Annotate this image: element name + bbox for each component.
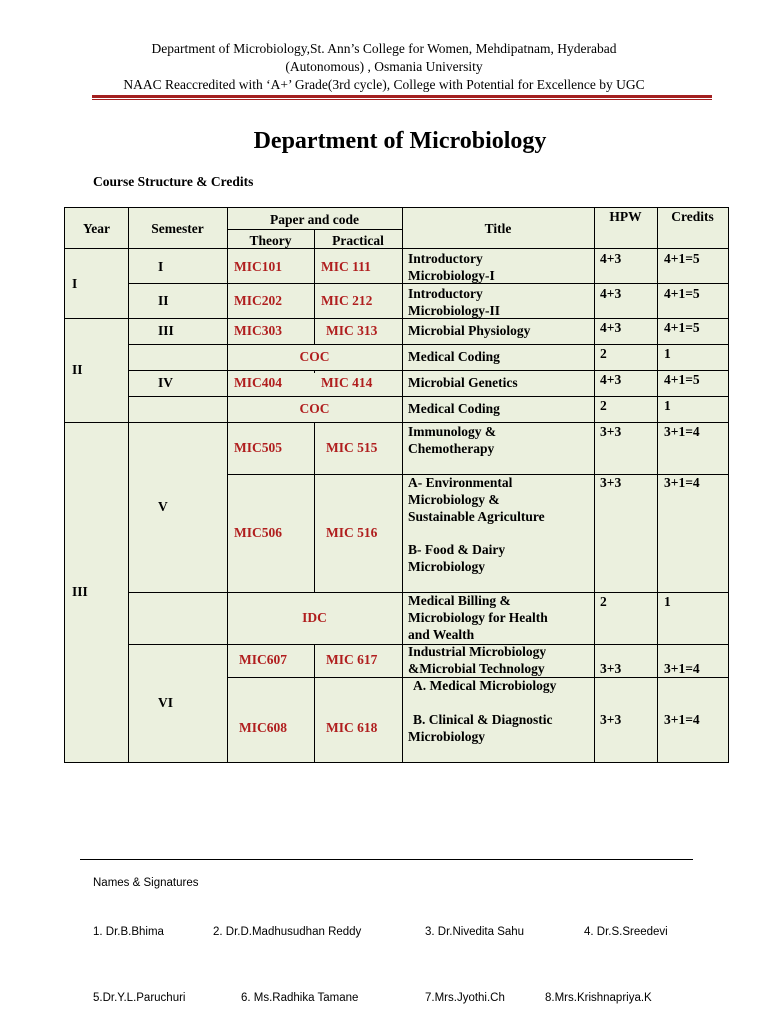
combined-code: IDC [302,610,327,625]
theory-code: MIC608 [239,720,287,735]
course-title: Immunology & Chemotherapy [408,424,497,456]
signatory-name: 5.Dr.Y.L.Paruchuri [93,992,186,1004]
grid-line [128,344,728,345]
hpw-value: 4+3 [600,372,622,387]
header-practical: Practical [332,233,384,248]
signatory-name: 3. Dr.Nivedita Sahu [425,926,525,938]
credits-value: 1 [664,346,671,361]
theory-code: MIC404 [234,375,282,390]
grid-line [227,208,228,762]
section-subtitle: Course Structure & Credits [93,174,254,189]
credits-value: 4+1=5 [664,251,700,266]
course-title: Medical Coding [408,349,500,364]
credits-value: 3+1=4 [664,661,700,676]
course-title: Microbial Genetics [408,375,518,390]
practical-code: MIC 617 [326,652,378,667]
header-divider-thin [92,99,712,100]
combined-code: COC [299,401,330,416]
credits-value: 4+1=5 [664,372,700,387]
grid-line [128,370,728,371]
grid-line [128,208,129,762]
header-title: Title [484,221,512,236]
practical-code: MIC 313 [326,323,378,338]
hpw-value: 4+3 [600,286,622,301]
course-structure-table [64,207,729,763]
signatory-name: 2. Dr.D.Madhusudhan Reddy [213,926,362,938]
course-title: A. Medical Microbiology B. Clinical & Diagnostic Microbiology [408,678,557,744]
hpw-value: 4+3 [600,320,622,335]
grid-line [314,644,315,762]
course-title: Industrial Microbiology &Microbial Technology [408,644,547,676]
semester-cell: I [158,259,164,274]
hpw-value: 2 [600,594,607,609]
semester-cell: V [158,499,168,514]
theory-code: MIC303 [234,323,282,338]
grid-line [227,229,402,230]
theory-code: MIC607 [239,652,287,667]
grid-line [657,208,658,762]
hpw-value: 4+3 [600,251,622,266]
credits-value: 4+1=5 [664,320,700,335]
credits-value: 3+1=4 [664,475,700,490]
theory-code: MIC202 [234,293,282,308]
header-divider [92,95,712,98]
header-credits: Credits [671,209,714,224]
practical-code: MIC 516 [326,525,378,540]
hpw-value: 2 [600,346,607,361]
course-title: Microbial Physiology [408,323,531,338]
header-hpw: HPW [609,209,642,224]
grid-line [594,208,595,762]
year-cell: II [72,362,83,377]
credits-value: 1 [664,398,671,413]
header-line-1: Department of Microbiology,St. Ann’s College for Women, Mehdipatnam, Hyderabad [151,41,617,56]
header-year: Year [83,221,110,236]
credits-value: 4+1=5 [664,286,700,301]
year-cell: I [72,276,78,291]
header-semester: Semester [151,221,204,236]
theory-code: MIC101 [234,259,282,274]
page-title: Department of Microbiology [253,128,547,154]
hpw-value: 3+3 [600,712,622,727]
header-line-2: (Autonomous) , Osmania University [285,59,483,74]
hpw-value: 3+3 [600,475,622,490]
course-title: Medical Coding [408,401,500,416]
signatory-name: 6. Ms.Radhika Tamane [241,992,359,1004]
course-title: A- Environmental Microbiology & Sustainable Agriculture B- Food & Dairy Microbiology [408,475,545,574]
credits-value: 1 [664,594,671,609]
signatory-name: 8.Mrs.Krishnapriya.K [545,992,652,1004]
semester-cell: II [158,293,169,308]
semester-cell: VI [158,695,174,710]
grid-line [314,422,315,592]
signature-divider [80,859,693,860]
grid-line [128,396,728,397]
course-title: Medical Billing & Microbiology for Health and Wealth [408,593,548,642]
course-title: Introductory Microbiology-II [408,286,500,318]
combined-code: COC [299,349,330,364]
grid-line [65,422,728,423]
credits-value: 3+1=4 [664,424,700,439]
practical-code: MIC 515 [326,440,378,455]
hpw-value: 3+3 [600,661,622,676]
hpw-value: 2 [600,398,607,413]
header-line-3: NAAC Reaccredited with ‘A+’ Grade(3rd cycle), College with Potential for Excellence by UGC [123,77,645,92]
grid-line [402,208,403,762]
practical-code: MIC 414 [321,375,373,390]
semester-cell: IV [158,375,174,390]
credits-value: 3+1=4 [664,712,700,727]
practical-code: MIC 212 [321,293,373,308]
signatory-name: 1. Dr.B.Bhima [93,926,164,938]
signatures-label: Names & Signatures [93,877,199,889]
header-theory: Theory [249,233,292,248]
signatory-name: 7.Mrs.Jyothi.Ch [425,992,505,1004]
theory-code: MIC506 [234,525,282,540]
hpw-value: 3+3 [600,424,622,439]
grid-line [65,318,728,319]
course-title: Introductory Microbiology-I [408,251,495,283]
signatory-name: 4. Dr.S.Sreedevi [584,926,668,938]
practical-code: MIC 618 [326,720,378,735]
semester-cell: III [158,323,174,338]
theory-code: MIC505 [234,440,282,455]
year-cell: III [72,584,88,599]
practical-code: MIC 111 [321,259,371,274]
header-paper-code: Paper and code [269,212,359,227]
